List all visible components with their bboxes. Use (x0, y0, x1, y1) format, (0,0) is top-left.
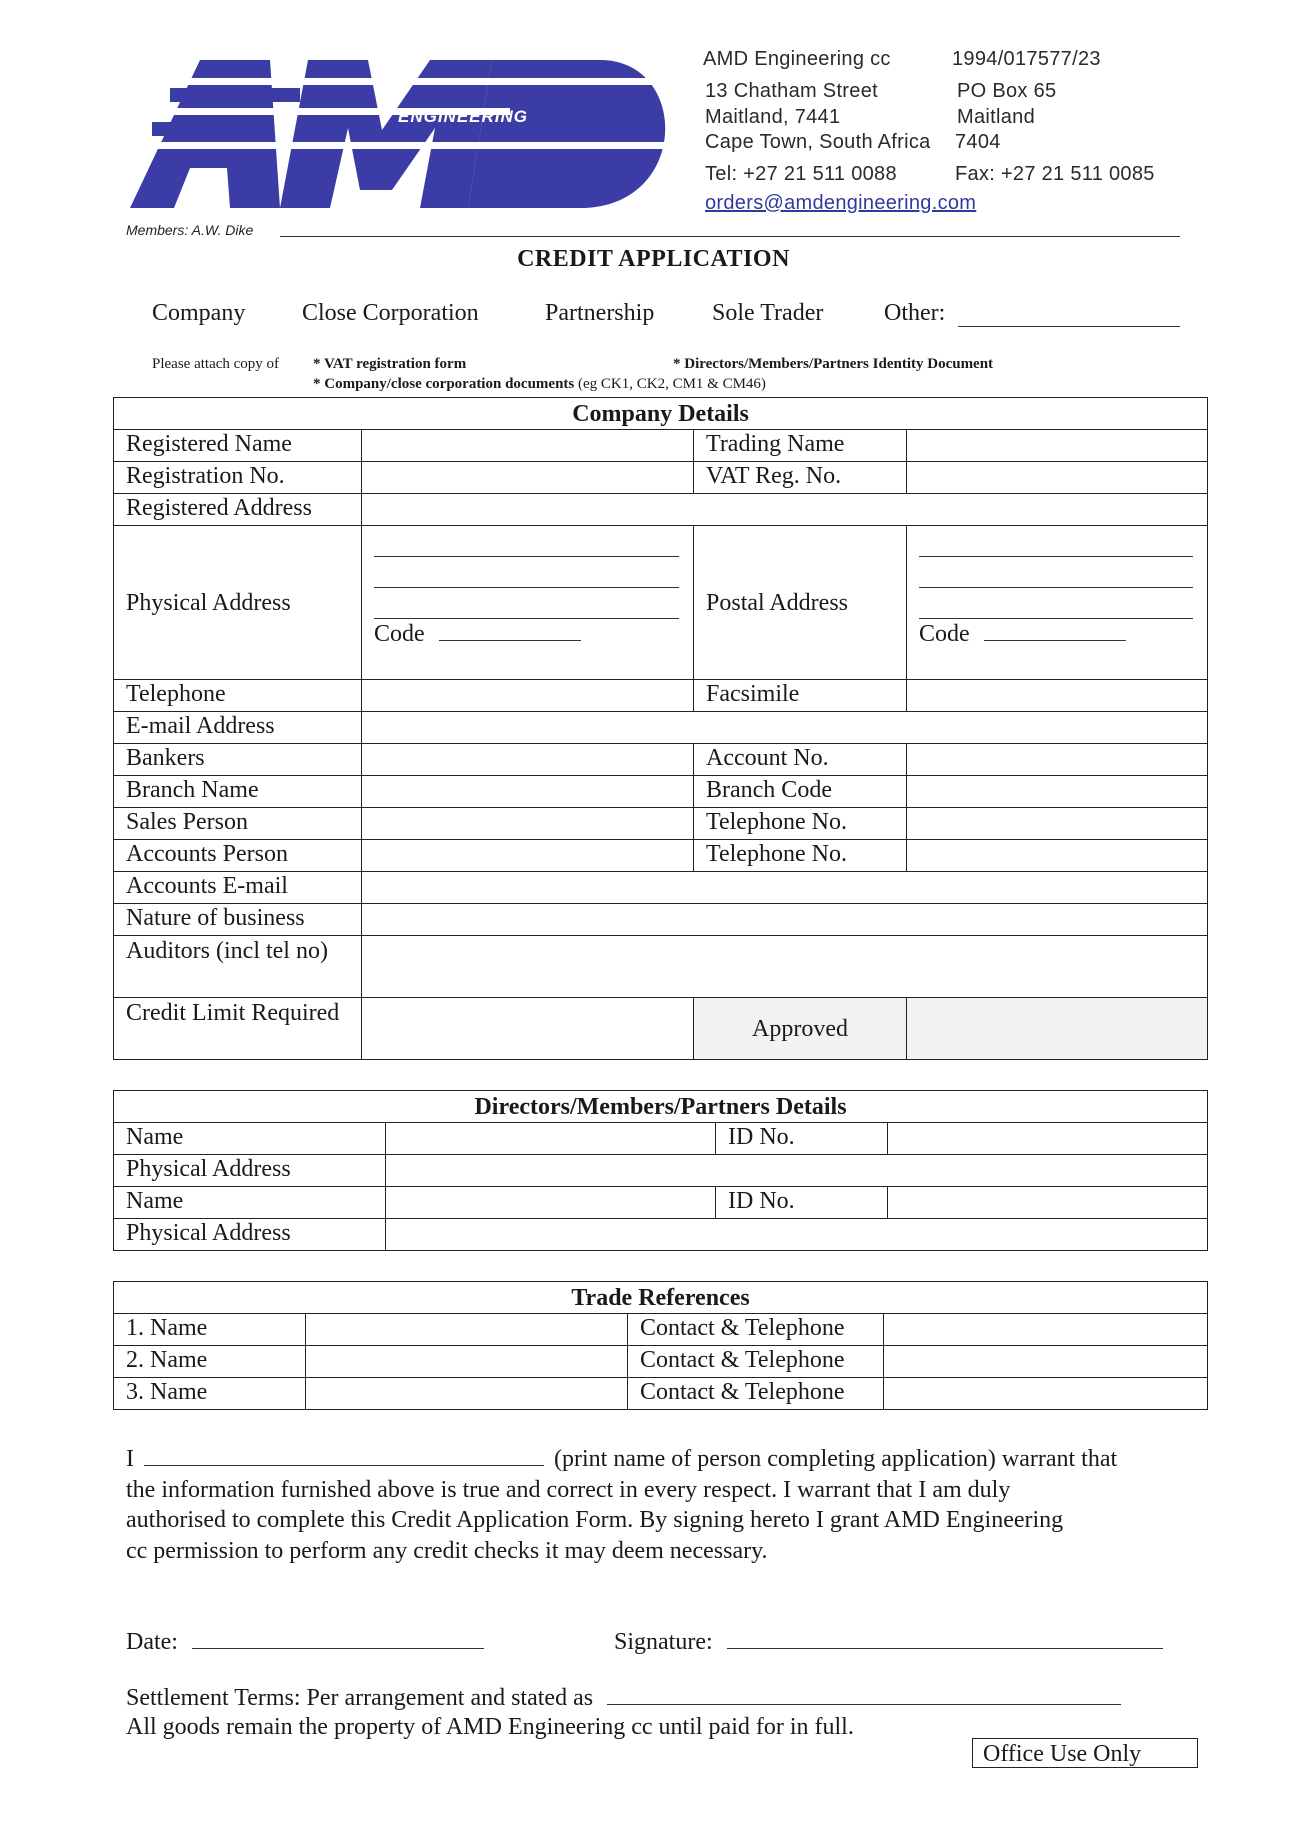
trade-ref-1-name-label: 1. Name (114, 1314, 306, 1346)
vat-reg-no-label: VAT Reg. No. (694, 462, 907, 494)
page-title: CREDIT APPLICATION (517, 246, 790, 272)
physical-address-line-3[interactable] (374, 588, 679, 619)
attach-vat-form: * VAT registration form (313, 356, 467, 372)
declaration-line-2: the information furnished above is true and correct in every respect. I warrant that I am duly (126, 1477, 1011, 1503)
credit-limit-field[interactable] (362, 998, 694, 1060)
trading-name-label: Trading Name (694, 430, 907, 462)
branch-code-label: Branch Code (694, 776, 907, 808)
declaration-line-1-text: (print name of person completing application) warrant that (554, 1446, 1118, 1472)
sales-person-field[interactable] (362, 808, 694, 840)
bankers-label: Bankers (114, 744, 362, 776)
nature-of-business-field[interactable] (362, 904, 1208, 936)
postal-address-line-1[interactable] (919, 526, 1193, 557)
company-details-table (113, 397, 1208, 1060)
email-address-label: E-mail Address (114, 712, 362, 744)
postal-address-label: Postal Address (694, 526, 907, 680)
city-line: Maitland, 7441 (705, 106, 841, 128)
director-1-name-field[interactable] (386, 1123, 716, 1155)
accounts-email-label: Accounts E-mail (114, 872, 362, 904)
account-no-field[interactable] (907, 744, 1208, 776)
settlement-label: Settlement Terms: Per arrangement and stated as (126, 1685, 594, 1711)
vat-reg-no-field[interactable] (907, 462, 1208, 494)
physical-code-label: Code (374, 621, 425, 647)
trading-name-field[interactable] (907, 430, 1208, 462)
registered-address-field[interactable] (362, 494, 1208, 526)
director-2-id-label: ID No. (716, 1187, 888, 1219)
accounts-telephone-label: Telephone No. (694, 840, 907, 872)
attach-company-documents: * Company/close corporation documents (313, 376, 575, 392)
facsimile-field[interactable] (907, 680, 1208, 712)
registered-name-label: Registered Name (114, 430, 362, 462)
branch-code-field[interactable] (907, 776, 1208, 808)
physical-address-line-2[interactable] (374, 557, 679, 588)
postal-address-field[interactable] (907, 526, 1208, 680)
trade-ref-1-name-field[interactable] (306, 1314, 628, 1346)
trade-ref-3-name-label: 3. Name (114, 1378, 306, 1410)
telephone-label: Telephone (114, 680, 362, 712)
company-details-heading: Company Details (114, 398, 1208, 430)
accounts-person-field[interactable] (362, 840, 694, 872)
postal-address-line-3[interactable] (919, 588, 1193, 619)
trade-ref-2-contact-field[interactable] (884, 1346, 1208, 1378)
sales-telephone-label: Telephone No. (694, 808, 907, 840)
registration-no-label: Registration No. (114, 462, 362, 494)
auditors-field[interactable] (362, 936, 1208, 998)
attach-prefix: Please attach copy of (152, 356, 280, 372)
header-divider (280, 236, 1180, 237)
city-country: Cape Town, South Africa (705, 131, 931, 153)
accounts-person-label: Accounts Person (114, 840, 362, 872)
physical-address-field[interactable] (362, 526, 694, 680)
branch-name-label: Branch Name (114, 776, 362, 808)
postal-code-field[interactable] (984, 639, 1126, 641)
director-1-id-field[interactable] (888, 1123, 1208, 1155)
director-1-address-label: Physical Address (114, 1155, 386, 1187)
registered-name-field[interactable] (362, 430, 694, 462)
entity-type-company[interactable]: Company (152, 300, 246, 326)
director-1-id-label: ID No. (716, 1123, 888, 1155)
logo-subtitle: ENGINEERING (398, 107, 529, 126)
physical-address-label: Physical Address (114, 526, 362, 680)
credit-limit-label: Credit Limit Required (114, 998, 362, 1060)
po-box: PO Box 65 (957, 80, 1057, 102)
registration-no-field[interactable] (362, 462, 694, 494)
email-address-field[interactable] (362, 712, 1208, 744)
trade-references-table (113, 1281, 1208, 1410)
approved-label: Approved (694, 998, 907, 1060)
company-name: AMD Engineering cc (703, 48, 891, 70)
signature-field[interactable] (727, 1647, 1163, 1649)
telephone-field[interactable] (362, 680, 694, 712)
postal-city: Maitland (957, 106, 1035, 128)
trade-ref-1-contact-field[interactable] (884, 1314, 1208, 1346)
amd-engineering-logo (130, 50, 690, 212)
sales-person-label: Sales Person (114, 808, 362, 840)
declaration-line-1 (126, 1444, 1117, 1475)
postal-code: 7404 (955, 131, 1001, 153)
date-row (126, 1627, 484, 1658)
signature-label: Signature: (614, 1629, 713, 1655)
trade-ref-3-contact-field[interactable] (884, 1378, 1208, 1410)
physical-address-line-1[interactable] (374, 526, 679, 557)
entity-type-other[interactable]: Other: (884, 300, 946, 326)
trade-ref-2-contact-label: Contact & Telephone (628, 1346, 884, 1378)
physical-code-field[interactable] (439, 639, 581, 641)
entity-type-close-corporation[interactable]: Close Corporation (302, 300, 479, 326)
settlement-row (126, 1683, 1121, 1714)
director-2-name-field[interactable] (386, 1187, 716, 1219)
postal-address-line-2[interactable] (919, 557, 1193, 588)
trade-ref-2-name-field[interactable] (306, 1346, 628, 1378)
nature-of-business-label: Nature of business (114, 904, 362, 936)
account-no-label: Account No. (694, 744, 907, 776)
declaration-i: I (126, 1446, 134, 1472)
entity-type-partnership[interactable]: Partnership (545, 300, 655, 326)
signature-row (614, 1627, 1163, 1658)
settlement-terms-field[interactable] (607, 1703, 1121, 1705)
trade-ref-1-contact-label: Contact & Telephone (628, 1314, 884, 1346)
trade-ref-3-contact-label: Contact & Telephone (628, 1378, 884, 1410)
members-line: Members: A.W. Dike (126, 222, 254, 238)
director-2-name-label: Name (114, 1187, 386, 1219)
street-address: 13 Chatham Street (705, 80, 878, 102)
approved-field (907, 998, 1208, 1060)
trade-ref-2-name-label: 2. Name (114, 1346, 306, 1378)
date-label: Date: (126, 1629, 178, 1655)
trade-ref-3-name-field[interactable] (306, 1378, 628, 1410)
sales-telephone-field[interactable] (907, 808, 1208, 840)
trade-references-heading: Trade References (114, 1282, 1208, 1314)
bankers-field[interactable] (362, 744, 694, 776)
office-use-only-box: Office Use Only (972, 1738, 1198, 1768)
director-2-address-field[interactable] (386, 1219, 1208, 1251)
declaration-line-4: cc permission to perform any credit checks it may deem necessary. (126, 1538, 768, 1564)
postal-code-label: Code (919, 621, 970, 647)
company-reg-number: 1994/017577/23 (952, 48, 1101, 70)
telephone-number: Tel: +27 21 511 0088 (705, 163, 897, 185)
attach-company-documents-examples: (eg CK1, CK2, CM1 & CM46) (574, 376, 766, 392)
registered-address-label: Registered Address (114, 494, 362, 526)
directors-heading: Directors/Members/Partners Details (114, 1091, 1208, 1123)
accounts-email-field[interactable] (362, 872, 1208, 904)
accounts-telephone-field[interactable] (907, 840, 1208, 872)
fax-number: Fax: +27 21 511 0085 (955, 163, 1155, 185)
director-1-name-label: Name (114, 1123, 386, 1155)
director-2-address-label: Physical Address (114, 1219, 386, 1251)
attach-identity-document: * Directors/Members/Partners Identity Document (673, 356, 994, 372)
branch-name-field[interactable] (362, 776, 694, 808)
auditors-label: Auditors (incl tel no) (114, 936, 362, 998)
date-field[interactable] (192, 1647, 484, 1649)
entity-type-sole-trader[interactable]: Sole Trader (712, 300, 824, 326)
declarant-name-field[interactable] (144, 1464, 544, 1466)
director-1-address-field[interactable] (386, 1155, 1208, 1187)
declaration-line-3: authorised to complete this Credit Application Form. By signing hereto I grant AMD Engineering (126, 1507, 1064, 1533)
facsimile-label: Facsimile (694, 680, 907, 712)
directors-table (113, 1090, 1208, 1251)
goods-ownership-note: All goods remain the property of AMD Engineering cc until paid for in full. (126, 1714, 854, 1740)
email-link[interactable]: orders@amdengineering.com (705, 192, 977, 214)
director-2-id-field[interactable] (888, 1187, 1208, 1219)
other-input-line[interactable] (958, 326, 1180, 327)
